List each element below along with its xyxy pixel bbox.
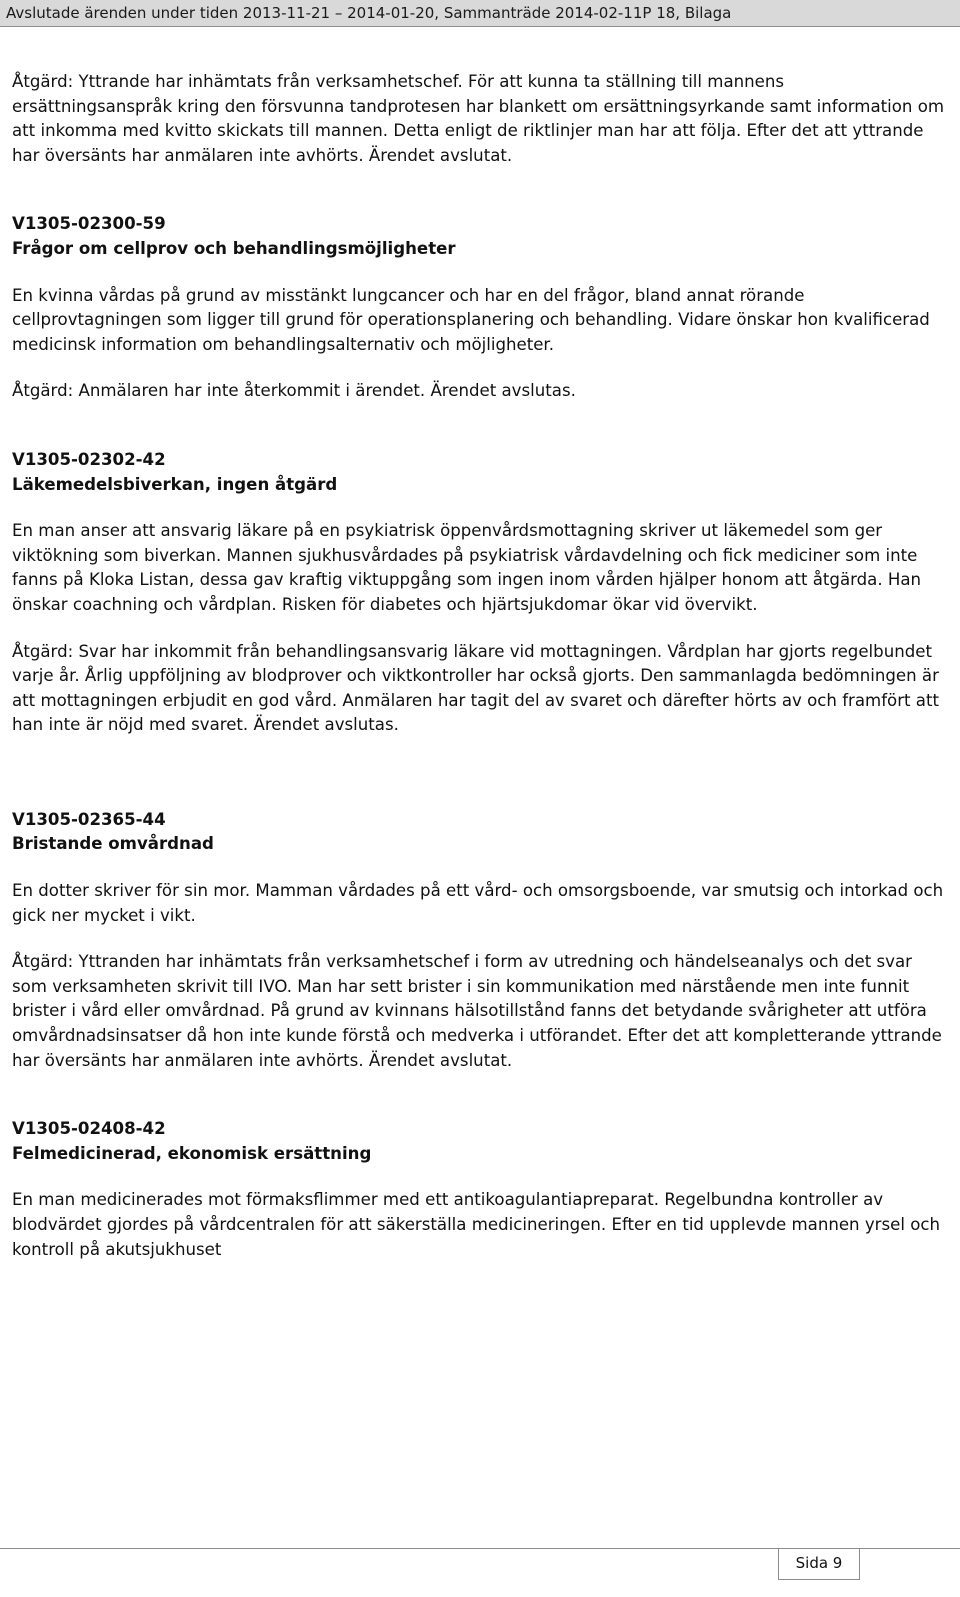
spacer (12, 857, 948, 879)
case-id: V1305-02300-59 (12, 214, 166, 234)
document-body (12, 70, 948, 1262)
spacer (12, 357, 948, 379)
case-action: Åtgärd: Svar har inkommit från behandlingsansvarig läkare vid mottagningen. Vårdplan har gjorts regelbundet varje år. Årlig uppföljning av blodprover och viktkontroller har också gjorts. Den sammanlagda bedömningen är att mottagningen erbjudit en god vård. Anmälaren har tagit del av svaret och därefter hörts av och framfört att han inte är nöjd med svaret. Ärendet avslutas. (12, 641, 939, 735)
case-id: V1305-02408-42 (12, 1119, 166, 1139)
spacer (12, 1166, 948, 1188)
case-action: Åtgärd: Anmälaren har inte återkommit i ärendet. Ärendet avslutas. (12, 381, 576, 401)
spacer (12, 404, 948, 448)
case-id: V1305-02302-42 (12, 449, 166, 469)
spacer (12, 497, 948, 519)
case-title: Felmedicinerad, ekonomisk ersättning (12, 1143, 372, 1163)
spacer (12, 1073, 948, 1117)
page-number: Sida 9 (795, 1554, 843, 1572)
case-description: En man anser att ansvarig läkare på en psykiatrisk öppenvårdsmottagning skriver ut läkemedel som ger viktökning som biverkan. Mannen sjukhusvårdades på psykiatrisk vårdavdelning och fick mediciner som inte fanns på Kloka Listan, dessa gav kraftig viktuppgång som ingen inom vården hjälper honom att åtgärda. Han önskar coachning och vårdplan. Risken för diabetes och hjärtsjukdomar ökar vid övervikt. (12, 521, 922, 614)
case-action: Åtgärd: Yttranden har inhämtats från verksamhetschef i form av utredning och händelseanalys och det svar som verksamheten skrivit till IVO. Man har sett brister i sin kommunikation med närstående men inte funnit brister i vård eller omvårdnad. På grund av kvinnans hälsotillstånd fanns det betydande svårigheter att utföra omvårdnadsinsatser då hon inte kunde förstå och medverka i utförandet. Efter det att kompletterande yttrande har översänts har anmälaren inte avhörts. Ärendet avslutat. (12, 952, 942, 1070)
spacer (12, 262, 948, 284)
intro-action-paragraph: Åtgärd: Yttrande har inhämtats från verksamhetschef. För att kunna ta ställning till mannens ersättningsanspråk kring den försvunna tandprotesen har blankett om ersättningsyrkande samt information om att inkomma med kvitto skickats till mannen. Detta enligt de riktlinjer man har att följa. Efter det att yttrande har översänts har anmälaren inte avhörts. Ärendet avslutat. (12, 72, 945, 165)
running-header (0, 0, 960, 27)
case-entry (12, 448, 948, 738)
case-entry (12, 1117, 948, 1262)
case-id: V1305-02365-44 (12, 809, 166, 829)
case-title: Bristande omvårdnad (12, 834, 214, 854)
case-entry (12, 808, 948, 1073)
running-header-text: Avslutade ärenden under tiden 2013-11-21 – 2014-01-20, Sammanträde 2014-02-11P 18, Bilaga (6, 4, 732, 22)
spacer (12, 168, 948, 212)
page-number-box (778, 1548, 860, 1580)
spacer (12, 738, 948, 808)
spacer (12, 928, 948, 950)
case-description: En man medicinerades mot förmaksflimmer med ett antikoagulantiapreparat. Regelbundna kontroller av blodvärdet gjordes på vårdcentralen för att säkerställa medicineringen. Efter en tid upplevde mannen yrsel och kontroll på akutsjukhuset (12, 1190, 941, 1259)
case-description: En dotter skriver för sin mor. Mamman vårdades på ett vård- och omsorgsboende, var smutsig och intorkad och gick ner mycket i vikt. (12, 881, 944, 925)
case-title: Frågor om cellprov och behandlingsmöjligheter (12, 238, 456, 258)
case-entry (12, 212, 948, 404)
case-description: En kvinna vårdas på grund av misstänkt lungcancer och har en del frågor, bland annat rörande cellprovtagningen som ligger till grund för operationsplanering och behandling. Vidare önskar hon kvalificerad medicinsk information om behandlingsalternativ och möjligheter. (12, 285, 930, 354)
spacer (12, 618, 948, 640)
case-title: Läkemedelsbiverkan, ingen åtgärd (12, 474, 338, 494)
